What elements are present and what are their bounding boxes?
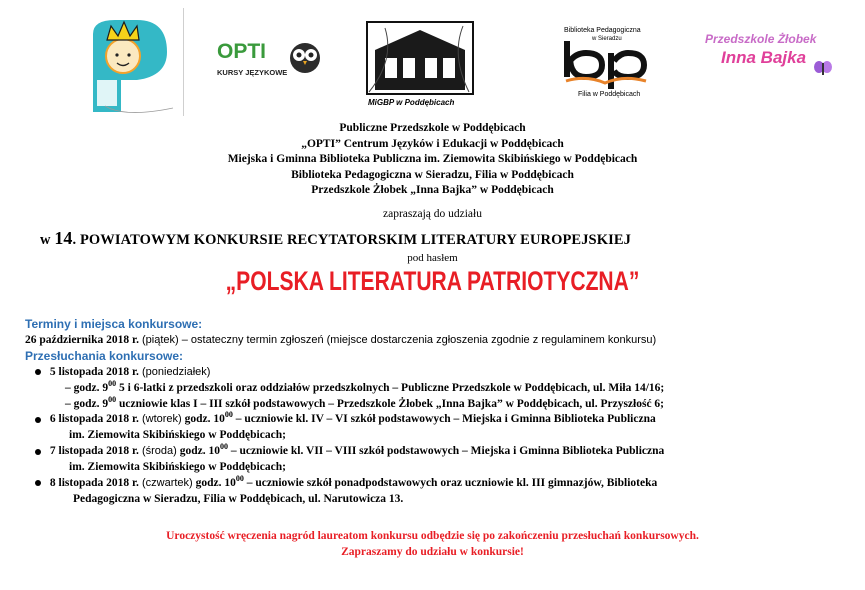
event-1-line-2-sup: 00 (108, 394, 117, 404)
event-2-cont: im. Ziemowita Skibińskiego w Poddębicach; (69, 429, 286, 442)
theme-title: „POLSKA LITERATURA PATRIOTYCZNA” (225, 266, 640, 296)
event-1 (25, 365, 855, 381)
organizer-2: „OPTI” Centrum Języków i Edukacji w Poddębicach (301, 137, 564, 150)
footer-line-2: Zapraszamy do udziału w konkursie! (341, 546, 524, 558)
event-1-date: 5 listopada 2018 r. (49, 365, 139, 378)
library-logo (365, 20, 475, 112)
przedszkole-logo (75, 14, 179, 117)
contest-name: . POWIATOWYM KONKURSIE RECYTATORSKIM LITERATURY EUROPEJSKIEJ (72, 232, 631, 248)
event-3 (25, 444, 855, 460)
logo-divider (183, 8, 184, 116)
event-3-cont: im. Ziemowita Skibińskiego w Poddębicach; (69, 461, 286, 474)
hearings-header: Przesłuchania konkursowe: (25, 348, 184, 363)
event-1-line-1-sup: 00 (108, 378, 117, 388)
footer-note (0, 528, 865, 560)
bp-letters-icon (562, 41, 648, 89)
event-1-day: (poniedziałek) (138, 365, 211, 378)
slogan-intro: pod hasłem (407, 252, 458, 264)
opti-logo (217, 38, 327, 88)
deadline-date: 26 października 2018 r. (25, 333, 139, 346)
event-4-day: (czwartek) (138, 477, 193, 490)
bajka-line1: Przedszkole Żłobek (705, 32, 817, 46)
library-building-icon (365, 20, 475, 96)
event-4-sup: 00 (235, 474, 244, 484)
details-section (25, 317, 855, 508)
contest-title (40, 228, 860, 249)
event-4-time: godz. 10 (192, 477, 236, 490)
butterfly-icon (813, 60, 833, 78)
library-caption: MiGBP w Poddębicach (368, 98, 455, 107)
bullet-icon (35, 480, 41, 486)
contest-number: 14 (54, 228, 73, 248)
deadlines-header: Terminy i miejsca konkursowe: (25, 317, 203, 331)
event-4 (25, 476, 855, 492)
event-1-line-1-text: 5 i 6-latki z przedszkoli oraz oddziałów przedszkolnych – Publiczne Przedszkole w Poddębicach, ul. Miła 14/16; (116, 381, 665, 394)
bp-top-text-2: w Sieradzu (592, 36, 622, 42)
event-1-line-2-text: uczniowie klas I – III szkół podstawowych – Przedszkole Żłobek „Inna Bajka” w Poddębicach, ul. Przyszłość 6; (116, 397, 665, 410)
owl-icon (287, 38, 323, 74)
invite-text: zapraszają do udziału (383, 208, 482, 220)
bp-logo (556, 27, 656, 107)
organizer-3: Miejska i Gminna Biblioteka Publiczna im. Ziemowita Skibińskiego w Poddębicach (227, 153, 638, 165)
event-2-time: godz. 10 (181, 413, 225, 426)
inna-bajka-logo (701, 30, 836, 86)
event-2-day: (wtorek) (138, 413, 182, 426)
bp-bottom-text: Filia w Poddębicach (578, 91, 641, 98)
opti-subtitle: KURSY JĘZYKOWE (217, 68, 288, 77)
bullet-icon (35, 369, 41, 375)
event-2-text: – uczniowie kl. IV – VI szkół podstawowych – Miejska i Gminna Biblioteka Publiczna (232, 413, 656, 426)
organizers-list (0, 121, 865, 199)
event-4-cont: Pedagogiczna w Sieradzu, Filia w Poddębicach, ul. Narutowicza 13. (73, 492, 404, 505)
child-face-icon (106, 39, 140, 73)
organizer-1: Publiczne Przedszkole w Poddębicach (339, 122, 526, 134)
event-3-sup: 00 (219, 442, 228, 452)
event-4-text: – uczniowie szkół ponadpodstawowych oraz uczniowie kl. III gimnazjów, Biblioteka (243, 477, 658, 490)
footer-line-1: Uroczystość wręczenia nagród laureatom konkursu odbędzie się po zakończeniu przesłuchań konkursowych. (166, 530, 699, 542)
organizer-4: Biblioteka Pedagogiczna w Sieradzu, Filia w Poddębicach (291, 168, 574, 181)
deadline-text: (piątek) – ostateczny termin zgłoszeń (miejsce dostarczenia zgłoszenia zgodnie z regulaminem konkursu) (138, 333, 657, 346)
event-3-text: – uczniowie kl. VII – VIII szkół podstawowych – Miejska i Gminna Biblioteka Publiczna (227, 445, 665, 458)
deadline-line (25, 333, 855, 349)
event-3-date: 7 listopada 2018 r. (49, 445, 139, 458)
event-2-date: 6 listopada 2018 r. (49, 413, 139, 426)
event-1-line-1-time: – godz. 9 (65, 381, 109, 394)
bajka-line2: Inna Bajka (721, 48, 807, 67)
event-2-sup: 00 (224, 410, 233, 420)
event-2 (25, 412, 855, 428)
event-4-date: 8 listopada 2018 r. (49, 477, 139, 490)
opti-name: OPTI (217, 40, 267, 63)
bullet-icon (35, 417, 41, 423)
logo-bar (0, 0, 865, 118)
event-1-line-2 (25, 394, 855, 413)
event-3-day: (środa) (138, 445, 177, 458)
event-1-line-1 (25, 378, 855, 397)
organizer-5: Przedszkole Żłobek „Inna Bajka” w Poddębicach (311, 184, 554, 196)
event-3-time: godz. 10 (176, 445, 220, 458)
event-1-line-2-time: – godz. 9 (65, 397, 109, 410)
bp-top-text: Biblioteka Pedagogiczna (564, 27, 641, 34)
contest-prefix: w (40, 232, 51, 248)
bullet-icon (35, 449, 41, 455)
